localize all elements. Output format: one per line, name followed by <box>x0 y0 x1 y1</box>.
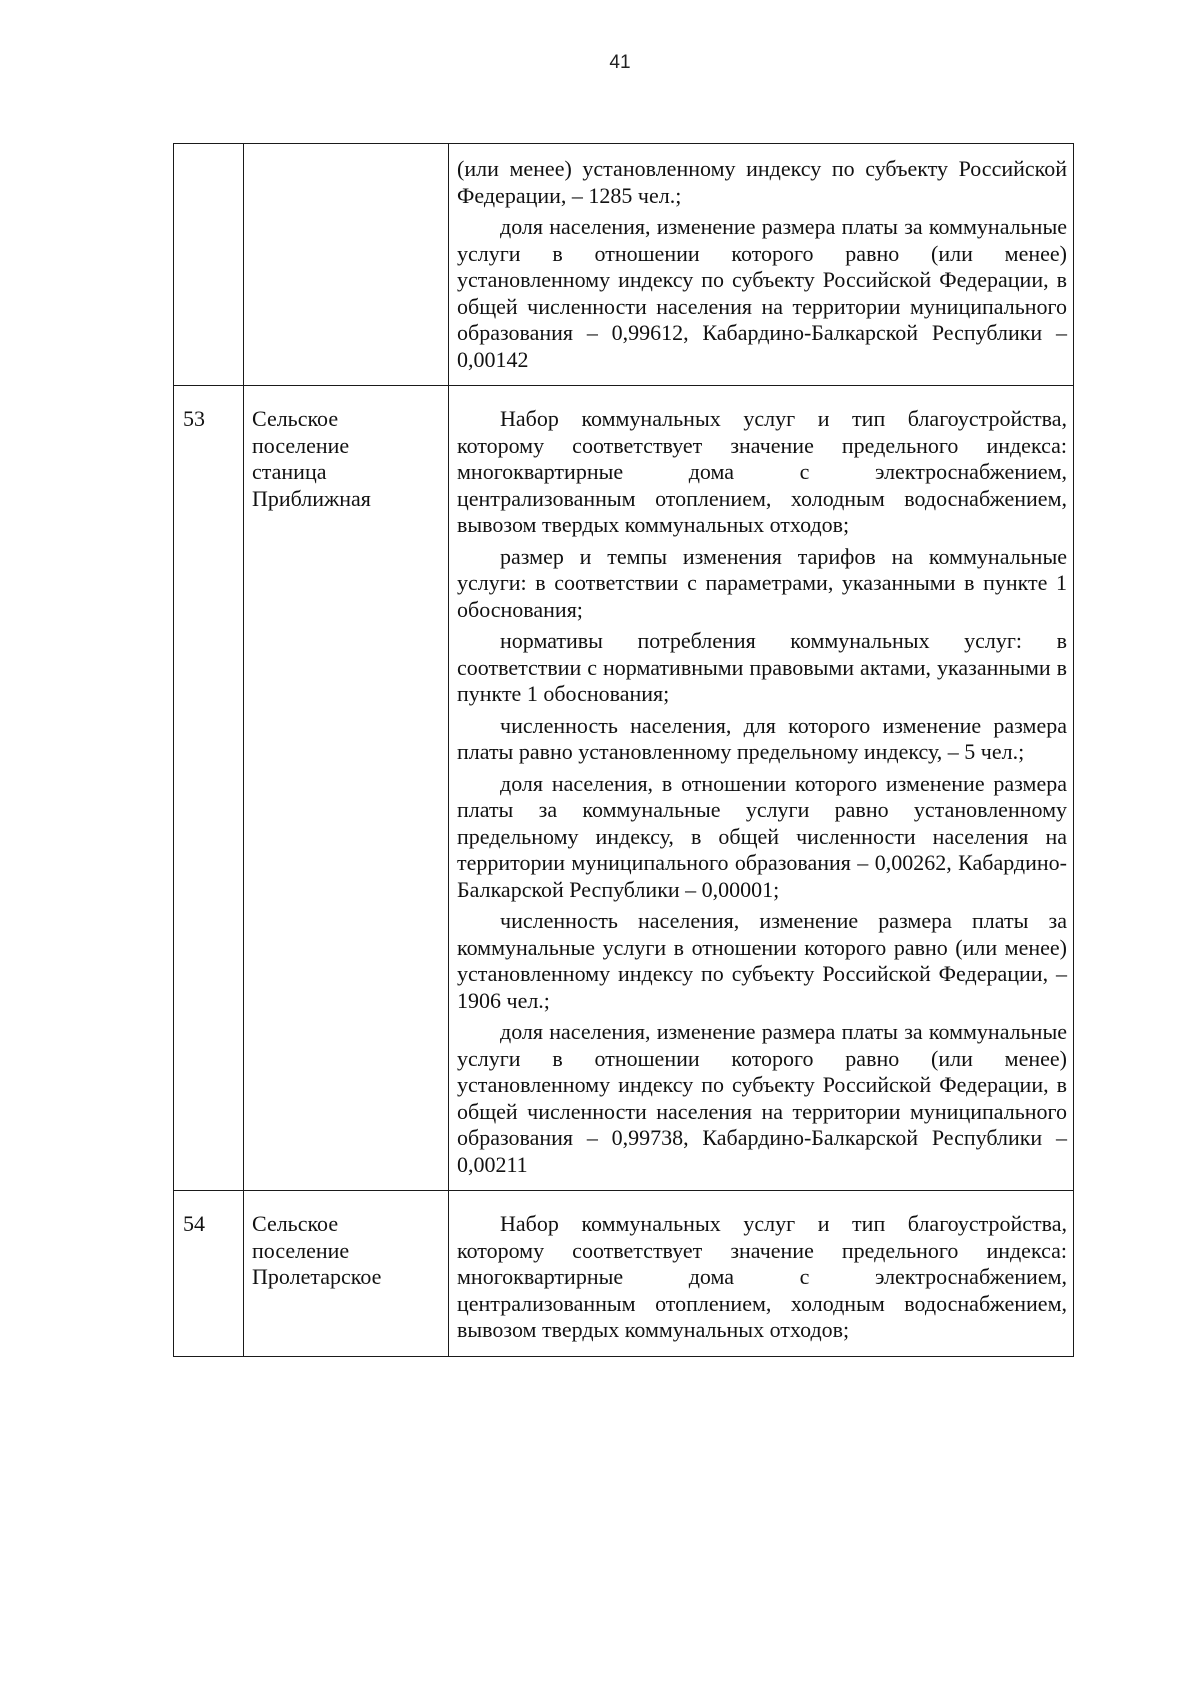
description-paragraph: размер и темпы изменения тарифов на коммунальные услуги: в соответствии с параметрами, указанными в пункте 1 обоснования; <box>457 543 1067 622</box>
settlement-name-line: поселение <box>252 432 350 458</box>
row-number: 53 <box>174 386 244 1191</box>
page-number: 41 <box>609 52 631 73</box>
table-row <box>174 386 1074 1191</box>
settlement-name-line: поселение <box>252 1237 350 1263</box>
description-paragraph: доля населения, изменение размера платы за коммунальные услуги в отношении которого равно (или менее) установленному индексу по субъекту Российской Федерации, в общей численности населения на территории муниципального образования – 0,99738, Кабардино-Балкарской Республики – 0,00211 <box>457 1019 1067 1177</box>
settlement-name <box>244 386 449 1191</box>
settlement-name-line: Сельское <box>252 406 339 431</box>
settlement-name <box>244 144 449 386</box>
document-table <box>173 143 1074 1357</box>
description-paragraph: Набор коммунальных услуг и тип благоустройства, которому соответствует значение предельного индекса: многоквартирные дома с электроснабжением, централизованным отоплением, холодным водоснабжением, вывозом твердых коммунальных отходов; <box>457 406 1067 537</box>
row-description <box>449 144 1074 386</box>
description-paragraph: доля населения, в отношении которого изменение размера платы за коммунальные услуги равно установленному предельному индексу, в общей численности населения на территории муниципального образования – 0,00262, Кабардино-Балкарской Республики – 0,00001; <box>457 770 1067 902</box>
row-number <box>174 144 244 386</box>
settlement-name-line: Приближная <box>252 485 371 511</box>
settlement-name-line: Сельское <box>252 1211 339 1236</box>
description-paragraph: доля населения, изменение размера платы за коммунальные услуги в отношении которого равно (или менее) установленному индексу по субъекту Российской Федерации, в общей численности населения на территории муниципального образования – 0,99612, Кабардино-Балкарской Республики – 0,00142 <box>457 214 1067 372</box>
description-paragraph: нормативы потребления коммунальных услуг: в соответствии с нормативными правовыми актами, указанными в пункте 1 обоснования; <box>457 628 1067 706</box>
description-paragraph: Набор коммунальных услуг и тип благоустройства, которому соответствует значение предельного индекса: многоквартирные дома с электроснабжением, централизованным отоплением, холодным водоснабжением, вывозом твердых коммунальных отходов; <box>457 1211 1067 1342</box>
table-row <box>174 144 1074 386</box>
row-number: 54 <box>174 1191 244 1357</box>
description-paragraph: численность населения, изменение размера платы за коммунальные услуги в отношении которого равно (или менее) установленному индексу по субъекту Российской Федерации, – 1906 чел.; <box>457 908 1067 1013</box>
settlement-name-line: станица <box>252 459 327 484</box>
row-description <box>449 386 1074 1191</box>
settlement-name <box>244 1191 449 1357</box>
table-row <box>174 1191 1074 1357</box>
description-paragraph: численность населения, для которого изменение размера платы равно установленному предельному индексу, – 5 чел.; <box>457 712 1067 764</box>
row-description <box>449 1191 1074 1357</box>
settlement-name-line: Пролетарское <box>252 1264 382 1289</box>
description-paragraph: (или менее) установленному индексу по субъекту Российской Федерации, – 1285 чел.; <box>457 156 1067 208</box>
